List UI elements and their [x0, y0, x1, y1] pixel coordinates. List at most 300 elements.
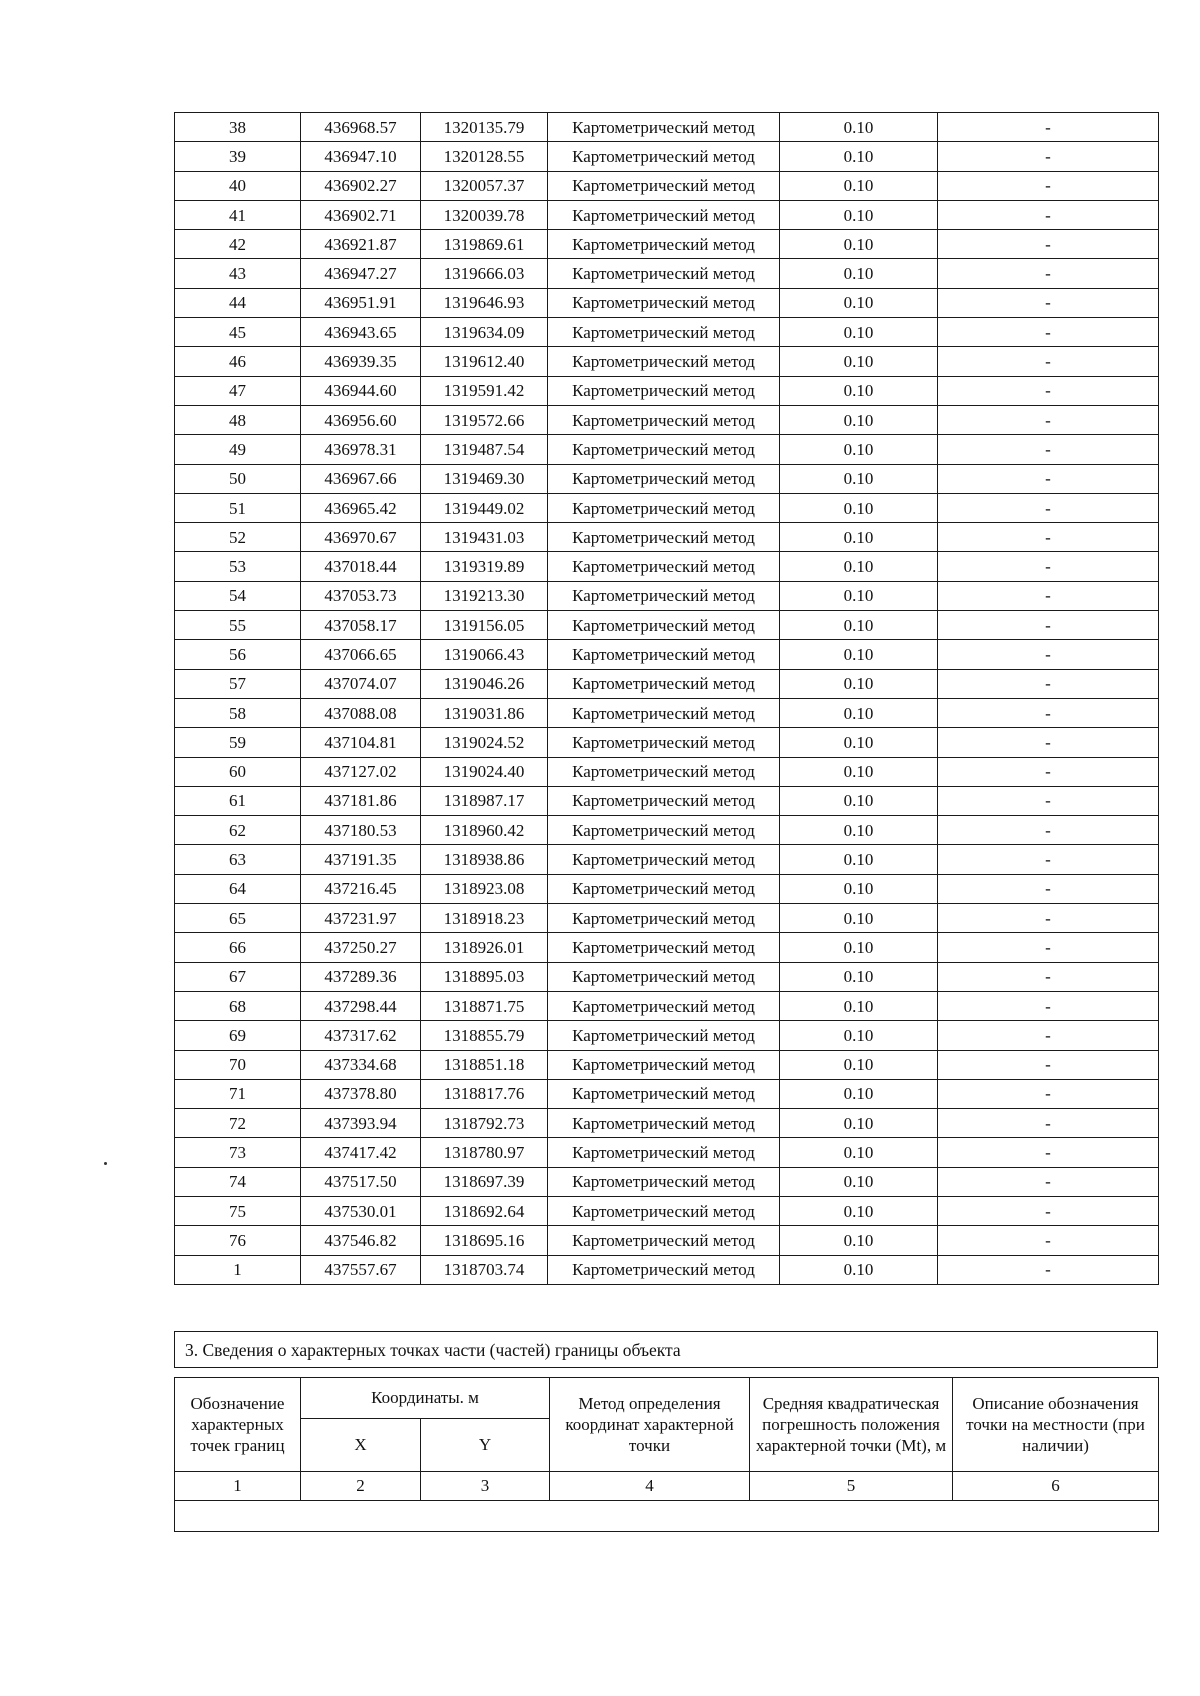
method-cell: Картометрический метод [548, 991, 780, 1020]
point-number-cell: 61 [175, 786, 301, 815]
description-cell: - [938, 874, 1159, 903]
point-number-cell: 49 [175, 435, 301, 464]
column-number: 2 [301, 1472, 421, 1501]
stray-mark [104, 1162, 107, 1165]
method-cell: Картометрический метод [548, 581, 780, 610]
accuracy-cell: 0.10 [780, 523, 938, 552]
y-coordinate-cell: 1318938.86 [421, 845, 548, 874]
header-coordinates: Координаты. м [301, 1378, 550, 1419]
method-cell: Картометрический метод [548, 318, 780, 347]
accuracy-cell: 0.10 [780, 611, 938, 640]
y-coordinate-cell: 1319319.89 [421, 552, 548, 581]
header-x: X [301, 1419, 421, 1472]
method-cell: Картометрический метод [548, 259, 780, 288]
table-row [175, 1196, 1159, 1225]
table-row [175, 669, 1159, 698]
description-cell: - [938, 113, 1159, 142]
y-coordinate-cell: 1319024.40 [421, 757, 548, 786]
point-number-cell: 63 [175, 845, 301, 874]
section-3-title: 3. Сведения о характерных точках части (частей) границы объекта [174, 1331, 1158, 1368]
point-number-cell: 57 [175, 669, 301, 698]
description-cell: - [938, 259, 1159, 288]
accuracy-cell: 0.10 [780, 113, 938, 142]
method-cell: Картометрический метод [548, 405, 780, 434]
y-coordinate-cell: 1319449.02 [421, 493, 548, 522]
y-coordinate-cell: 1318695.16 [421, 1226, 548, 1255]
point-number-cell: 71 [175, 1079, 301, 1108]
header-row-top [175, 1378, 1159, 1419]
accuracy-cell: 0.10 [780, 464, 938, 493]
method-cell: Картометрический метод [548, 1226, 780, 1255]
description-cell: - [938, 1079, 1159, 1108]
accuracy-cell: 0.10 [780, 933, 938, 962]
description-cell: - [938, 523, 1159, 552]
method-cell: Картометрический метод [548, 347, 780, 376]
x-coordinate-cell: 437231.97 [301, 904, 421, 933]
point-number-cell: 64 [175, 874, 301, 903]
y-coordinate-cell: 1319046.26 [421, 669, 548, 698]
table-row [175, 933, 1159, 962]
y-coordinate-cell: 1320128.55 [421, 142, 548, 171]
x-coordinate-cell: 437557.67 [301, 1255, 421, 1284]
header-accuracy: Средняя квадратическая погрешность положения характерной точки (Mt), м [750, 1378, 953, 1472]
description-cell: - [938, 933, 1159, 962]
accuracy-cell: 0.10 [780, 142, 938, 171]
method-cell: Картометрический метод [548, 376, 780, 405]
empty-data-row [175, 1501, 1159, 1532]
header-method: Метод определения координат характерной точки [550, 1378, 750, 1472]
method-cell: Картометрический метод [548, 523, 780, 552]
point-number-cell: 48 [175, 405, 301, 434]
x-coordinate-cell: 437250.27 [301, 933, 421, 962]
table-row [175, 1167, 1159, 1196]
accuracy-cell: 0.10 [780, 786, 938, 815]
description-cell: - [938, 1109, 1159, 1138]
method-cell: Картометрический метод [548, 552, 780, 581]
description-cell: - [938, 1255, 1159, 1284]
description-cell: - [938, 904, 1159, 933]
y-coordinate-cell: 1319213.30 [421, 581, 548, 610]
accuracy-cell: 0.10 [780, 1196, 938, 1225]
method-cell: Картометрический метод [548, 1138, 780, 1167]
y-coordinate-cell: 1319646.93 [421, 288, 548, 317]
accuracy-cell: 0.10 [780, 1167, 938, 1196]
method-cell: Картометрический метод [548, 640, 780, 669]
method-cell: Картометрический метод [548, 200, 780, 229]
y-coordinate-cell: 1318918.23 [421, 904, 548, 933]
point-number-cell: 53 [175, 552, 301, 581]
method-cell: Картометрический метод [548, 1079, 780, 1108]
description-cell: - [938, 845, 1159, 874]
accuracy-cell: 0.10 [780, 405, 938, 434]
table-row [175, 552, 1159, 581]
point-number-cell: 50 [175, 464, 301, 493]
table-row [175, 347, 1159, 376]
table-row [175, 698, 1159, 727]
description-cell: - [938, 816, 1159, 845]
point-number-cell: 38 [175, 113, 301, 142]
point-number-cell: 60 [175, 757, 301, 786]
x-coordinate-cell: 436943.65 [301, 318, 421, 347]
x-coordinate-cell: 436968.57 [301, 113, 421, 142]
table-row [175, 113, 1159, 142]
y-coordinate-cell: 1319666.03 [421, 259, 548, 288]
point-number-cell: 47 [175, 376, 301, 405]
table-row [175, 611, 1159, 640]
point-number-cell: 65 [175, 904, 301, 933]
boundary-points-table [174, 112, 1159, 1285]
method-cell: Картометрический метод [548, 1196, 780, 1225]
table-row [175, 405, 1159, 434]
x-coordinate-cell: 436967.66 [301, 464, 421, 493]
x-coordinate-cell: 436902.27 [301, 171, 421, 200]
y-coordinate-cell: 1318780.97 [421, 1138, 548, 1167]
description-cell: - [938, 640, 1159, 669]
method-cell: Картометрический метод [548, 230, 780, 259]
method-cell: Картометрический метод [548, 786, 780, 815]
y-coordinate-cell: 1319024.52 [421, 728, 548, 757]
y-coordinate-cell: 1319066.43 [421, 640, 548, 669]
point-number-cell: 70 [175, 1050, 301, 1079]
accuracy-cell: 0.10 [780, 1226, 938, 1255]
x-coordinate-cell: 437517.50 [301, 1167, 421, 1196]
method-cell: Картометрический метод [548, 1021, 780, 1050]
description-cell: - [938, 318, 1159, 347]
description-cell: - [938, 991, 1159, 1020]
x-coordinate-cell: 436902.71 [301, 200, 421, 229]
description-cell: - [938, 230, 1159, 259]
accuracy-cell: 0.10 [780, 640, 938, 669]
y-coordinate-cell: 1318855.79 [421, 1021, 548, 1050]
table-row [175, 962, 1159, 991]
method-cell: Картометрический метод [548, 611, 780, 640]
point-number-cell: 73 [175, 1138, 301, 1167]
x-coordinate-cell: 437180.53 [301, 816, 421, 845]
description-cell: - [938, 786, 1159, 815]
table-row [175, 1138, 1159, 1167]
y-coordinate-cell: 1318703.74 [421, 1255, 548, 1284]
point-number-cell: 43 [175, 259, 301, 288]
x-coordinate-cell: 436965.42 [301, 493, 421, 522]
description-cell: - [938, 142, 1159, 171]
y-coordinate-cell: 1319869.61 [421, 230, 548, 259]
table-row [175, 1021, 1159, 1050]
accuracy-cell: 0.10 [780, 230, 938, 259]
x-coordinate-cell: 437530.01 [301, 1196, 421, 1225]
table-row [175, 493, 1159, 522]
y-coordinate-cell: 1318817.76 [421, 1079, 548, 1108]
y-coordinate-cell: 1319612.40 [421, 347, 548, 376]
accuracy-cell: 0.10 [780, 698, 938, 727]
accuracy-cell: 0.10 [780, 962, 938, 991]
table-row [175, 435, 1159, 464]
method-cell: Картометрический метод [548, 435, 780, 464]
method-cell: Картометрический метод [548, 1109, 780, 1138]
point-number-cell: 46 [175, 347, 301, 376]
table-row [175, 816, 1159, 845]
x-coordinate-cell: 437298.44 [301, 991, 421, 1020]
header-designation: Обозначение характерных точек границ [175, 1378, 301, 1472]
y-coordinate-cell: 1320039.78 [421, 200, 548, 229]
x-coordinate-cell: 437289.36 [301, 962, 421, 991]
accuracy-cell: 0.10 [780, 376, 938, 405]
method-cell: Картометрический метод [548, 933, 780, 962]
table-row [175, 1255, 1159, 1284]
section-3-table [174, 1377, 1159, 1532]
x-coordinate-cell: 436939.35 [301, 347, 421, 376]
point-number-cell: 58 [175, 698, 301, 727]
accuracy-cell: 0.10 [780, 816, 938, 845]
column-number: 5 [750, 1472, 953, 1501]
table-row [175, 640, 1159, 669]
accuracy-cell: 0.10 [780, 1138, 938, 1167]
x-coordinate-cell: 437317.62 [301, 1021, 421, 1050]
y-coordinate-cell: 1319572.66 [421, 405, 548, 434]
y-coordinate-cell: 1318895.03 [421, 962, 548, 991]
description-cell: - [938, 1167, 1159, 1196]
method-cell: Картометрический метод [548, 962, 780, 991]
description-cell: - [938, 1196, 1159, 1225]
x-coordinate-cell: 437546.82 [301, 1226, 421, 1255]
x-coordinate-cell: 437127.02 [301, 757, 421, 786]
method-cell: Картометрический метод [548, 669, 780, 698]
x-coordinate-cell: 437417.42 [301, 1138, 421, 1167]
accuracy-cell: 0.10 [780, 259, 938, 288]
point-number-cell: 41 [175, 200, 301, 229]
table-row [175, 991, 1159, 1020]
column-number: 1 [175, 1472, 301, 1501]
point-number-cell: 75 [175, 1196, 301, 1225]
method-cell: Картометрический метод [548, 728, 780, 757]
point-number-cell: 68 [175, 991, 301, 1020]
y-coordinate-cell: 1318792.73 [421, 1109, 548, 1138]
accuracy-cell: 0.10 [780, 171, 938, 200]
accuracy-cell: 0.10 [780, 728, 938, 757]
table-row [175, 581, 1159, 610]
table-row [175, 171, 1159, 200]
y-coordinate-cell: 1319156.05 [421, 611, 548, 640]
table-row [175, 259, 1159, 288]
description-cell: - [938, 1138, 1159, 1167]
method-cell: Картометрический метод [548, 698, 780, 727]
point-number-cell: 40 [175, 171, 301, 200]
description-cell: - [938, 288, 1159, 317]
table-row [175, 318, 1159, 347]
table-row [175, 1109, 1159, 1138]
table-row [175, 200, 1159, 229]
point-number-cell: 44 [175, 288, 301, 317]
boundary-points-body [175, 113, 1159, 1285]
method-cell: Картометрический метод [548, 1050, 780, 1079]
accuracy-cell: 0.10 [780, 904, 938, 933]
x-coordinate-cell: 437058.17 [301, 611, 421, 640]
method-cell: Картометрический метод [548, 288, 780, 317]
table-row [175, 874, 1159, 903]
x-coordinate-cell: 436970.67 [301, 523, 421, 552]
description-cell: - [938, 552, 1159, 581]
table-row [175, 142, 1159, 171]
accuracy-cell: 0.10 [780, 1255, 938, 1284]
point-number-cell: 1 [175, 1255, 301, 1284]
table-row [175, 757, 1159, 786]
y-coordinate-cell: 1318697.39 [421, 1167, 548, 1196]
point-number-cell: 62 [175, 816, 301, 845]
table-row [175, 786, 1159, 815]
x-coordinate-cell: 437334.68 [301, 1050, 421, 1079]
x-coordinate-cell: 437018.44 [301, 552, 421, 581]
x-coordinate-cell: 437066.65 [301, 640, 421, 669]
description-cell: - [938, 757, 1159, 786]
column-number: 6 [953, 1472, 1159, 1501]
x-coordinate-cell: 436944.60 [301, 376, 421, 405]
description-cell: - [938, 347, 1159, 376]
x-coordinate-cell: 436947.10 [301, 142, 421, 171]
accuracy-cell: 0.10 [780, 757, 938, 786]
accuracy-cell: 0.10 [780, 581, 938, 610]
description-cell: - [938, 669, 1159, 698]
accuracy-cell: 0.10 [780, 991, 938, 1020]
table-row [175, 288, 1159, 317]
column-number: 4 [550, 1472, 750, 1501]
accuracy-cell: 0.10 [780, 874, 938, 903]
description-cell: - [938, 435, 1159, 464]
y-coordinate-cell: 1319031.86 [421, 698, 548, 727]
description-cell: - [938, 171, 1159, 200]
x-coordinate-cell: 437074.07 [301, 669, 421, 698]
point-number-cell: 56 [175, 640, 301, 669]
x-coordinate-cell: 436956.60 [301, 405, 421, 434]
accuracy-cell: 0.10 [780, 493, 938, 522]
y-coordinate-cell: 1320135.79 [421, 113, 548, 142]
method-cell: Картометрический метод [548, 113, 780, 142]
accuracy-cell: 0.10 [780, 1079, 938, 1108]
description-cell: - [938, 1021, 1159, 1050]
x-coordinate-cell: 437181.86 [301, 786, 421, 815]
accuracy-cell: 0.10 [780, 1109, 938, 1138]
description-cell: - [938, 611, 1159, 640]
x-coordinate-cell: 436978.31 [301, 435, 421, 464]
method-cell: Картометрический метод [548, 142, 780, 171]
accuracy-cell: 0.10 [780, 1050, 938, 1079]
x-coordinate-cell: 436951.91 [301, 288, 421, 317]
point-number-cell: 67 [175, 962, 301, 991]
x-coordinate-cell: 437393.94 [301, 1109, 421, 1138]
accuracy-cell: 0.10 [780, 1021, 938, 1050]
x-coordinate-cell: 437216.45 [301, 874, 421, 903]
accuracy-cell: 0.10 [780, 845, 938, 874]
table-row [175, 904, 1159, 933]
y-coordinate-cell: 1318871.75 [421, 991, 548, 1020]
description-cell: - [938, 1050, 1159, 1079]
x-coordinate-cell: 437378.80 [301, 1079, 421, 1108]
point-number-cell: 45 [175, 318, 301, 347]
table-row [175, 845, 1159, 874]
y-coordinate-cell: 1319487.54 [421, 435, 548, 464]
table-row [175, 1226, 1159, 1255]
table-row [175, 523, 1159, 552]
point-number-cell: 66 [175, 933, 301, 962]
table-row [175, 728, 1159, 757]
table-row [175, 1050, 1159, 1079]
y-coordinate-cell: 1318851.18 [421, 1050, 548, 1079]
y-coordinate-cell: 1319431.03 [421, 523, 548, 552]
method-cell: Картометрический метод [548, 845, 780, 874]
description-cell: - [938, 405, 1159, 434]
point-number-cell: 76 [175, 1226, 301, 1255]
accuracy-cell: 0.10 [780, 347, 938, 376]
y-coordinate-cell: 1318923.08 [421, 874, 548, 903]
accuracy-cell: 0.10 [780, 318, 938, 347]
method-cell: Картометрический метод [548, 757, 780, 786]
point-number-cell: 59 [175, 728, 301, 757]
empty-data-cell [175, 1501, 1159, 1532]
method-cell: Картометрический метод [548, 464, 780, 493]
point-number-cell: 54 [175, 581, 301, 610]
description-cell: - [938, 962, 1159, 991]
accuracy-cell: 0.10 [780, 552, 938, 581]
table-row [175, 230, 1159, 259]
y-coordinate-cell: 1319591.42 [421, 376, 548, 405]
table-row [175, 376, 1159, 405]
description-cell: - [938, 1226, 1159, 1255]
x-coordinate-cell: 436947.27 [301, 259, 421, 288]
x-coordinate-cell: 437088.08 [301, 698, 421, 727]
method-cell: Картометрический метод [548, 1255, 780, 1284]
method-cell: Картометрический метод [548, 816, 780, 845]
header-y: Y [421, 1419, 550, 1472]
x-coordinate-cell: 437104.81 [301, 728, 421, 757]
y-coordinate-cell: 1319469.30 [421, 464, 548, 493]
accuracy-cell: 0.10 [780, 669, 938, 698]
accuracy-cell: 0.10 [780, 288, 938, 317]
description-cell: - [938, 581, 1159, 610]
y-coordinate-cell: 1318987.17 [421, 786, 548, 815]
description-cell: - [938, 728, 1159, 757]
method-cell: Картометрический метод [548, 1167, 780, 1196]
description-cell: - [938, 493, 1159, 522]
y-coordinate-cell: 1318692.64 [421, 1196, 548, 1225]
point-number-cell: 39 [175, 142, 301, 171]
x-coordinate-cell: 437053.73 [301, 581, 421, 610]
x-coordinate-cell: 437191.35 [301, 845, 421, 874]
header-description: Описание обозначения точки на местности (при наличии) [953, 1378, 1159, 1472]
method-cell: Картометрический метод [548, 874, 780, 903]
method-cell: Картометрический метод [548, 904, 780, 933]
y-coordinate-cell: 1318926.01 [421, 933, 548, 962]
y-coordinate-cell: 1319634.09 [421, 318, 548, 347]
table-row [175, 464, 1159, 493]
column-number-row [175, 1472, 1159, 1501]
point-number-cell: 42 [175, 230, 301, 259]
table-row [175, 1079, 1159, 1108]
accuracy-cell: 0.10 [780, 435, 938, 464]
y-coordinate-cell: 1320057.37 [421, 171, 548, 200]
description-cell: - [938, 698, 1159, 727]
point-number-cell: 72 [175, 1109, 301, 1138]
point-number-cell: 51 [175, 493, 301, 522]
method-cell: Картометрический метод [548, 171, 780, 200]
accuracy-cell: 0.10 [780, 200, 938, 229]
y-coordinate-cell: 1318960.42 [421, 816, 548, 845]
method-cell: Картометрический метод [548, 493, 780, 522]
column-number: 3 [421, 1472, 550, 1501]
description-cell: - [938, 200, 1159, 229]
point-number-cell: 74 [175, 1167, 301, 1196]
x-coordinate-cell: 436921.87 [301, 230, 421, 259]
description-cell: - [938, 464, 1159, 493]
point-number-cell: 55 [175, 611, 301, 640]
point-number-cell: 69 [175, 1021, 301, 1050]
